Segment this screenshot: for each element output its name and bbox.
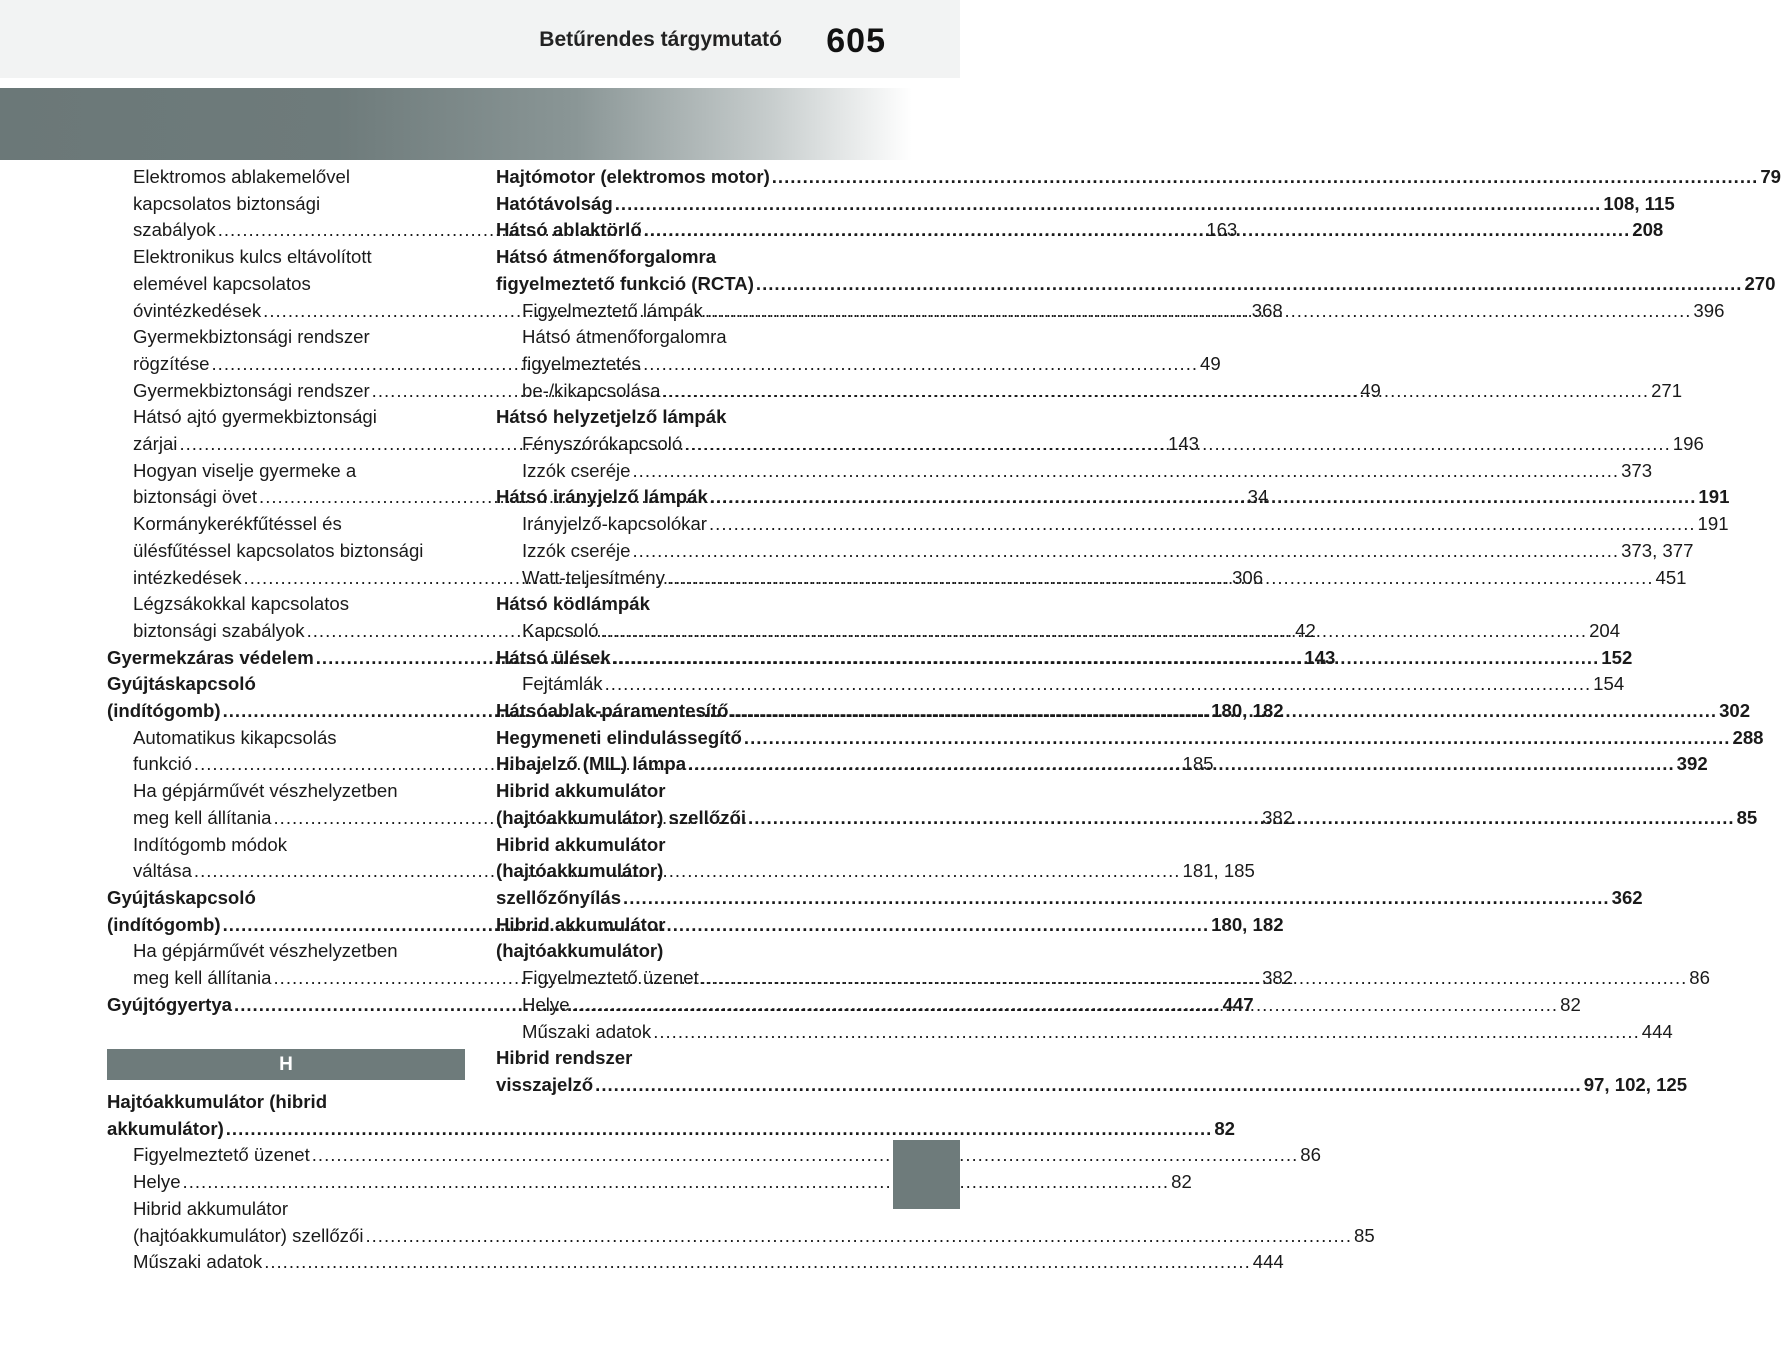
index-page-ref: 447 — [1222, 993, 1254, 1015]
index-entry-text: Kormánykerékfűtéssel és — [133, 513, 342, 535]
dot-leader — [613, 647, 1600, 668]
index-entry-text: (hajtóakkumulátor) szellőzői — [133, 1224, 364, 1246]
index-entry — [496, 538, 1694, 565]
index-entry-text: meg kell állítania — [133, 967, 272, 989]
index-page-ref: 451 — [1655, 566, 1687, 588]
dot-leader — [264, 1251, 1251, 1272]
index-entry-text: (hajtóakkumulátor) szellőzői — [496, 806, 747, 828]
index-entry-text: Hibrid akkumulátor — [496, 833, 666, 855]
index-entry-text: Automatikus kikapcsolás — [133, 726, 337, 748]
index-page-ref: 288 — [1732, 726, 1764, 748]
index-entry-text: Gyújtáskapcsoló — [107, 673, 256, 695]
dot-leader — [601, 620, 1588, 641]
index-entry-text: Watt-teljesítmény — [522, 566, 665, 588]
index-entry-text: figyelmeztetés — [522, 352, 641, 374]
index-entry-text: Hátsó átmenőforgalomra — [496, 246, 717, 268]
index-entry-text: elemével kapcsolatos — [133, 272, 311, 294]
index-page-ref: 180, 182 — [1211, 913, 1284, 935]
dot-leader — [684, 433, 1671, 454]
dot-leader — [633, 460, 1620, 481]
index-entry — [107, 1249, 1284, 1276]
index-page-ref: 368 — [1251, 299, 1283, 321]
dot-leader — [663, 380, 1650, 401]
dot-leader — [653, 1021, 1640, 1042]
index-page-ref: 85 — [1354, 1224, 1375, 1246]
dot-leader — [572, 994, 1559, 1015]
dot-leader — [615, 193, 1602, 214]
index-entry-text: Izzók cseréje — [522, 539, 631, 561]
index-page-ref: 49 — [1360, 379, 1381, 401]
dot-leader — [744, 727, 1731, 748]
index-page-ref: 185 — [1182, 753, 1214, 775]
index-page-ref: 271 — [1651, 379, 1683, 401]
index-page-ref: 302 — [1719, 700, 1751, 722]
index-page-ref: 444 — [1252, 1251, 1284, 1273]
index-entry-text: intézkedések — [133, 566, 242, 588]
index-entry-text: (hajtóakkumulátor) — [496, 860, 664, 882]
index-entry-text: Hatótávolság — [496, 192, 613, 214]
index-page-ref: 86 — [1689, 967, 1710, 989]
index-entry-text: Hibrid akkumulátor — [496, 780, 666, 802]
index-page-ref: 208 — [1632, 219, 1664, 241]
index-page-ref: 79 — [1760, 166, 1781, 187]
index-entry — [496, 725, 1764, 752]
index-page-ref: 181, 185 — [1182, 860, 1255, 882]
dot-leader — [644, 219, 1631, 240]
index-entry — [496, 511, 1729, 538]
index-page-ref: 82 — [1171, 1171, 1192, 1193]
index-entry-text: Hibrid rendszer — [496, 1047, 633, 1069]
index-page-ref: 143 — [1168, 433, 1200, 455]
index-entry-text: Hátsó ülések — [496, 646, 611, 668]
index-page-ref: 163 — [1206, 219, 1238, 241]
dot-leader — [688, 753, 1675, 774]
index-entry-text: visszajelző — [496, 1073, 594, 1095]
index-page-ref: 204 — [1589, 619, 1621, 641]
index-entry-text: Hátsó helyzetjelző lámpák — [496, 406, 727, 428]
index-entry-text: Hibrid akkumulátor — [496, 913, 666, 935]
index-entry — [496, 404, 844, 431]
index-page-ref: 82 — [1214, 1117, 1236, 1139]
index-entry-text: Hibrid akkumulátor — [133, 1197, 289, 1219]
index-entry-text: Hátsó ablaktörlő — [496, 219, 642, 241]
index-page-ref: 382 — [1262, 967, 1294, 989]
index-entry-text: Műszaki adatok — [133, 1251, 263, 1273]
index-entry-text: Hátsó irányjelző lámpák — [496, 486, 708, 508]
index-entry-text: Elektromos ablakemelővel — [133, 166, 351, 187]
index-entry — [496, 591, 844, 618]
index-entry-text: Gyújtáskapcsoló — [107, 886, 256, 908]
index-entry — [107, 1169, 1192, 1196]
index-entry-text: Hátsó átmenőforgalomra — [522, 326, 727, 348]
index-entry-text: (indítógomb) — [107, 700, 221, 722]
index-page-ref: 270 — [1744, 272, 1776, 294]
index-entry-text: (indítógomb) — [107, 913, 221, 935]
index-page-ref: 362 — [1611, 886, 1643, 908]
header-band — [0, 88, 960, 160]
index-entry-text: váltása — [133, 860, 192, 882]
index-page-ref: 86 — [1300, 1144, 1321, 1166]
index-entry-text: zárjai — [133, 433, 178, 455]
dot-leader — [605, 673, 1592, 694]
index-entry — [496, 1019, 1673, 1046]
index-entry-text: be-/kikapcsolása — [522, 379, 661, 401]
index-page-ref: 152 — [1601, 646, 1633, 668]
index-page-ref: 306 — [1232, 566, 1264, 588]
index-entry-text: Gyermekzáras védelem — [107, 646, 314, 668]
dot-leader — [226, 1118, 1213, 1139]
index-entry-text: Gyújtógyertya — [107, 993, 233, 1015]
index-entry-text: Légzsákokkal kapcsolatos — [133, 593, 350, 615]
index-column-left-h — [107, 1089, 1375, 1276]
index-entry-text: szellőzőnyílás — [496, 886, 622, 908]
index-page-ref: 97, 102, 125 — [1583, 1073, 1688, 1095]
index-entry-text: Fejtámlák — [522, 673, 603, 695]
header-title: Betűrendes tárgymutató — [539, 28, 782, 51]
index-entry-text: Ha gépjárművét vészhelyzetben — [133, 940, 398, 962]
index-page-ref: 34 — [1247, 486, 1269, 508]
dot-leader — [748, 807, 1735, 828]
index-entry-text: biztonsági szabályok — [133, 619, 305, 641]
dot-leader — [183, 1171, 1170, 1192]
index-page-ref: 444 — [1641, 1020, 1673, 1042]
index-entry-text: Gyermekbiztonsági rendszer — [133, 379, 370, 401]
index-page-ref: 85 — [1736, 806, 1758, 828]
index-entry-text: Hibajelző (MIL) lámpa — [496, 753, 687, 775]
index-page-ref: 382 — [1262, 806, 1294, 828]
index-page-ref: 143 — [1304, 646, 1336, 668]
index-entry-text: Hátsó ajtó gyermekbiztonsági — [133, 406, 377, 428]
index-entry — [496, 671, 1625, 698]
index-entry-text: Hajtóakkumulátor (hibrid — [107, 1091, 328, 1112]
section-thumb-tab — [893, 1140, 960, 1209]
index-entry — [496, 164, 1781, 191]
index-entry-text: Hogyan viselje gyermeke a — [133, 459, 357, 481]
index-entry-text: meg kell állítania — [133, 806, 272, 828]
index-entry-text: Hegymeneti elindulássegítő — [496, 726, 742, 748]
index-page-ref: 82 — [1560, 993, 1581, 1015]
dot-leader — [312, 1144, 1299, 1165]
index-page-ref: 191 — [1697, 513, 1729, 535]
index-entry — [496, 1045, 1688, 1098]
index-entry-text: figyelmeztető funkció (RCTA) — [496, 272, 754, 294]
dot-leader — [772, 166, 1759, 187]
index-page-ref: 180, 182 — [1211, 700, 1284, 722]
index-entry — [496, 244, 1776, 297]
index-entry-text: ülésfűtéssel kapcsolatos biztonsági — [133, 539, 424, 561]
section-letter: H — [279, 1054, 293, 1075]
index-entry-text: (hajtóakkumulátor) — [496, 940, 664, 962]
index-entry-text: Helye — [522, 993, 570, 1015]
index-entry-text: Kapcsoló — [522, 619, 599, 641]
dot-leader — [667, 567, 1654, 588]
index-entry — [107, 1142, 1321, 1169]
index-entry-text: Helye — [133, 1171, 181, 1193]
index-entry-text: akkumulátor) — [107, 1117, 224, 1139]
index-page-ref: 396 — [1693, 299, 1725, 321]
index-entry-text: Gyermekbiztonsági rendszer — [133, 326, 370, 348]
index-entry-text: Fényszórókapcsoló — [522, 433, 683, 455]
index-entry-text: biztonsági övet — [133, 486, 258, 508]
dot-leader — [705, 300, 1692, 321]
page-header — [0, 0, 960, 78]
index-entry-text: Hajtómotor (elektromos motor) — [496, 166, 770, 187]
dot-leader — [701, 967, 1688, 988]
index-entry-text: Figyelmeztető üzenet — [522, 967, 699, 989]
index-entry-text: Ha gépjárművét vészhelyzetben — [133, 780, 398, 802]
dot-leader — [623, 887, 1610, 908]
index-entry-text: Hátsó ködlámpák — [496, 593, 650, 615]
index-page-ref: 42 — [1295, 619, 1316, 641]
index-page-ref: 392 — [1676, 753, 1708, 775]
index-entry-text: funkció — [133, 753, 192, 775]
dot-leader — [633, 540, 1620, 561]
index-page-ref: 108, 115 — [1603, 192, 1675, 214]
index-entry — [496, 191, 1675, 218]
section-letter-bar — [107, 1049, 465, 1080]
index-entry — [496, 458, 1653, 485]
index-entry-text: Elektronikus kulcs eltávolított — [133, 246, 372, 268]
index-entry-text: szabályok — [133, 219, 216, 241]
index-page-ref: 154 — [1593, 673, 1625, 695]
index-entry-text: Figyelmeztető üzenet — [133, 1144, 310, 1166]
page-number: 605 — [826, 22, 886, 60]
dot-leader — [709, 513, 1696, 534]
index-entry — [496, 912, 844, 965]
index-page-ref: 191 — [1698, 486, 1730, 508]
index-entry — [107, 1196, 1375, 1249]
index-entry-text: Irányjelző-kapcsolókar — [522, 513, 707, 535]
index-entry-text: Hátsóablak-páramentesítő — [496, 700, 729, 722]
index-entry-text: Izzók cseréje — [522, 459, 631, 481]
index-entry — [107, 1089, 1236, 1142]
index-page-ref: 49 — [1200, 352, 1221, 374]
dot-leader — [365, 1225, 1352, 1246]
index-entry-text: Indítógomb módok — [133, 833, 288, 855]
index-entry-text: rögzítése — [133, 352, 210, 374]
index-entry-text: Műszaki adatok — [522, 1020, 652, 1042]
index-entry-text: kapcsolatos biztonsági — [133, 192, 321, 214]
index-entry-text: óvintézkedések — [133, 299, 262, 321]
dot-leader — [710, 486, 1697, 507]
dot-leader — [595, 1074, 1582, 1095]
index-page-ref: 196 — [1672, 433, 1704, 455]
index-entry-text: Figyelmeztető lámpák — [522, 299, 703, 321]
index-page-ref: 373, 377 — [1621, 539, 1694, 561]
index-page-ref: 373 — [1621, 459, 1653, 481]
dot-leader — [731, 700, 1718, 721]
dot-leader — [756, 273, 1743, 294]
